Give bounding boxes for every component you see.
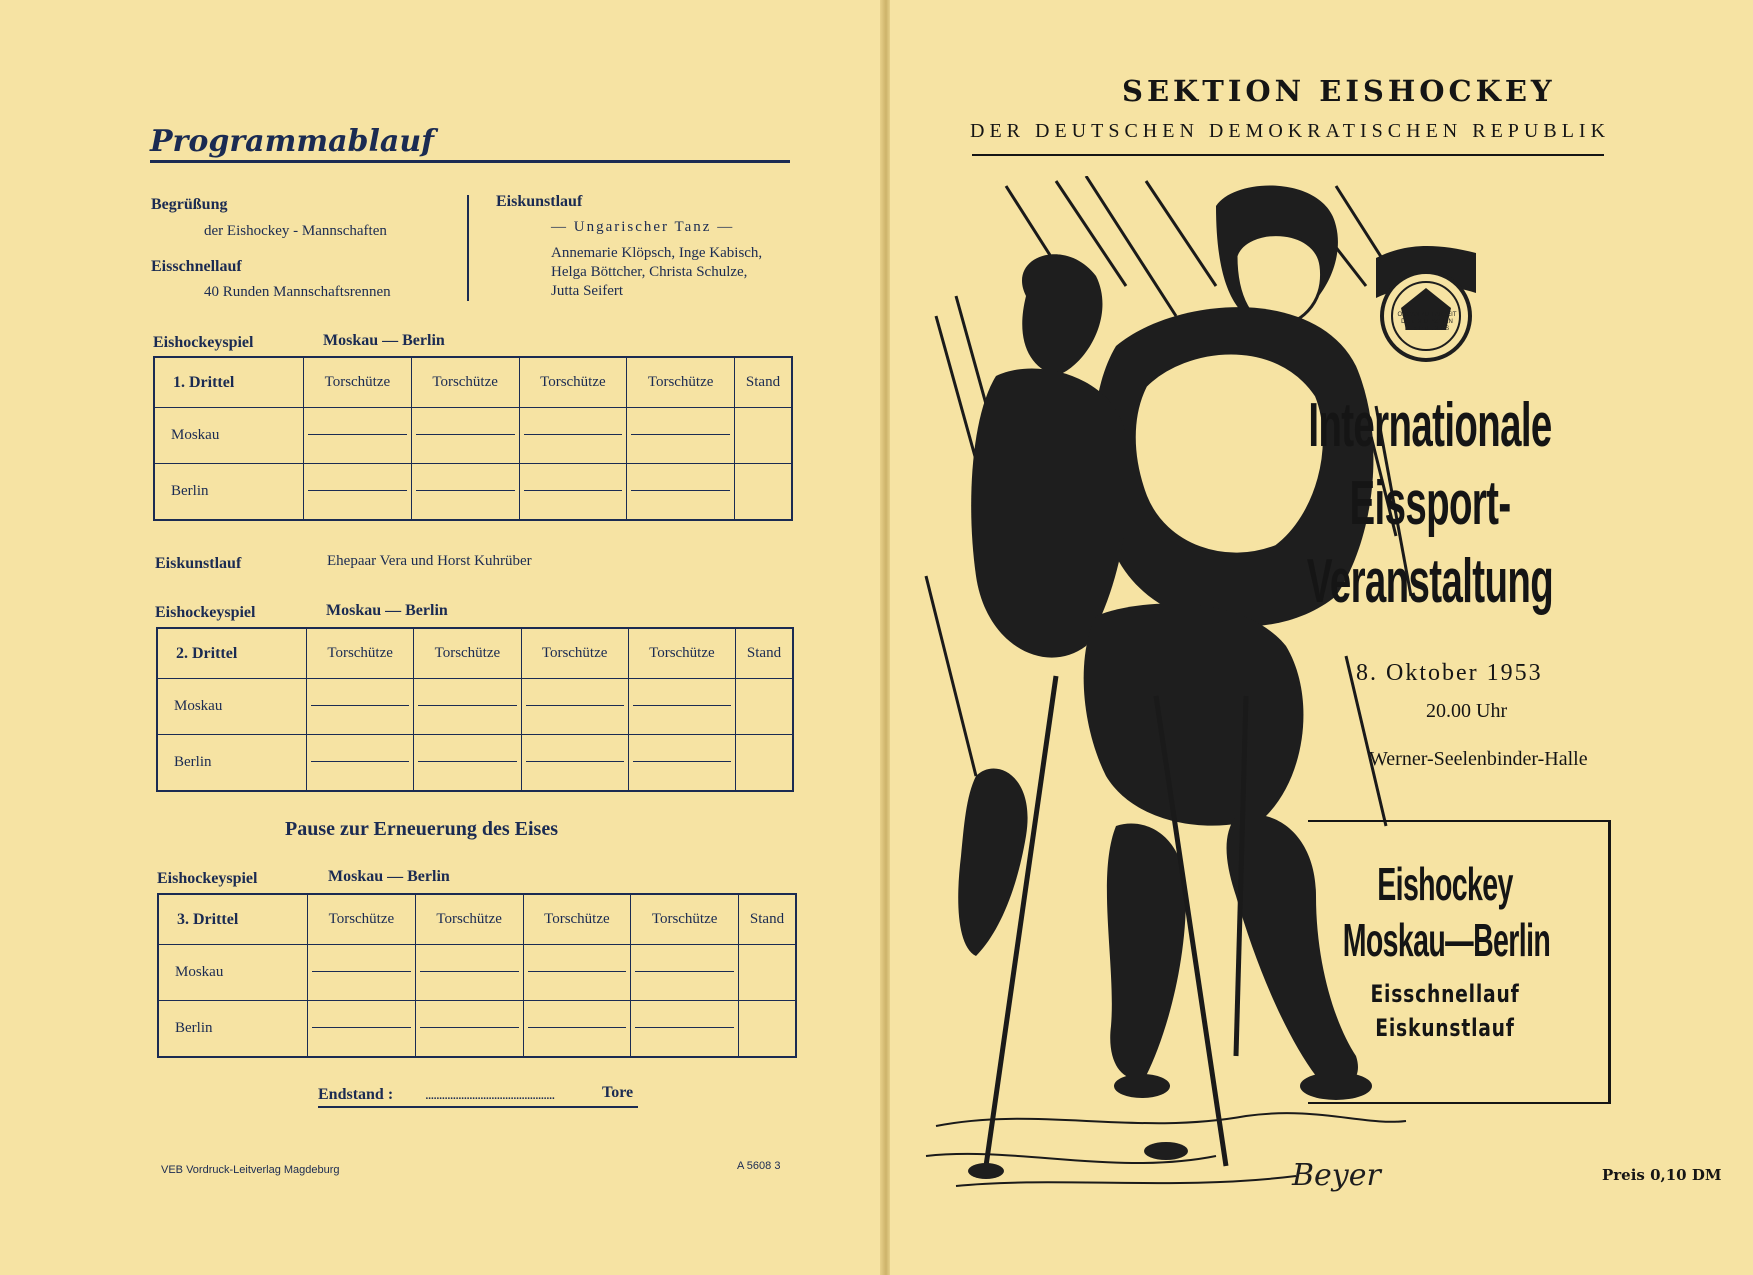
pair-title: Eiskunstlauf xyxy=(155,555,242,572)
scorer-cell xyxy=(519,464,627,521)
title-underline xyxy=(150,160,790,163)
stand-cell xyxy=(735,408,793,464)
seal-line: DES FRIEDENS xyxy=(1404,326,1450,332)
scorer-header: Torschütze xyxy=(519,357,627,408)
game-label-1: Eishockeyspiel xyxy=(153,334,254,351)
section-title: SEKTION EISHOCKEY xyxy=(1122,74,1556,108)
pause-label: Pause zur Erneuerung des Eises xyxy=(285,818,558,840)
greeting-text: der Eishockey - Mannschaften xyxy=(204,223,387,239)
pair-text: Ehepaar Vera und Horst Kuhrüber xyxy=(327,553,532,569)
team-name: Berlin xyxy=(157,735,307,792)
match-label-1: Moskau — Berlin xyxy=(323,332,445,349)
scorer-cell xyxy=(519,408,627,464)
headline-line-1: Internationale xyxy=(1308,391,1552,460)
scorer-header: Torschütze xyxy=(523,894,631,945)
dance-title: — Ungarischer Tanz — xyxy=(551,219,735,235)
scorer-cell xyxy=(414,679,521,735)
scorer-header: Torschütze xyxy=(307,628,414,679)
scorer-cell xyxy=(307,679,414,735)
scorer-cell xyxy=(308,1001,416,1058)
form-number: A 5608 3 xyxy=(737,1160,781,1172)
period-label: 2. Drittel xyxy=(157,628,307,679)
right-page xyxy=(890,0,1753,1275)
event-box-content xyxy=(1280,858,1610,1042)
scorer-header: Torschütze xyxy=(521,628,628,679)
scorer-header: Torschütze xyxy=(304,357,412,408)
stand-header: Stand xyxy=(739,894,797,945)
endstand-label: Endstand : xyxy=(318,1086,394,1103)
speed-title: Eisschnellauf xyxy=(151,258,242,275)
endstand-field: ............................................... xyxy=(425,1087,555,1103)
headline-line-3: Veranstaltung xyxy=(1306,547,1554,616)
scorer-header: Torschütze xyxy=(631,894,739,945)
event-time: 20.00 Uhr xyxy=(1426,700,1508,722)
scorer-cell xyxy=(628,735,735,792)
team-name: Berlin xyxy=(158,1001,308,1058)
price-label: Preis 0,10 DM xyxy=(1602,1166,1722,1184)
team-name: Moskau xyxy=(158,945,308,1001)
game-label-2: Eishockeyspiel xyxy=(155,604,256,621)
scorer-header: Torschütze xyxy=(627,357,735,408)
seal-text xyxy=(1394,312,1460,333)
team-name: Moskau xyxy=(157,679,307,735)
skaters-line-2: Helga Böttcher, Christa Schulze, xyxy=(551,264,748,280)
game-label-3: Eishockeyspiel xyxy=(157,870,258,887)
match-label-3: Moskau — Berlin xyxy=(328,868,450,885)
stand-cell xyxy=(735,464,793,521)
scorer-cell xyxy=(627,464,735,521)
seal-line: DER DEUTSCHEN xyxy=(1401,319,1453,325)
team-name: Berlin xyxy=(154,464,304,521)
scorer-cell xyxy=(628,679,735,735)
column-divider xyxy=(467,195,469,301)
score-table-period-3 xyxy=(157,893,797,1058)
scorer-cell xyxy=(304,464,412,521)
score-table-period-1 xyxy=(153,356,793,521)
skaters-line-3: Jutta Seifert xyxy=(551,283,624,299)
endstand-underline xyxy=(318,1106,638,1108)
stand-cell xyxy=(736,679,794,735)
event-venue: Werner-Seelenbinder-Halle xyxy=(1369,748,1588,770)
tore-label: Tore xyxy=(602,1084,634,1101)
scorer-cell xyxy=(415,1001,523,1058)
stand-cell xyxy=(739,945,797,1001)
greeting-title: Begrüßung xyxy=(151,196,228,213)
match-label-2: Moskau — Berlin xyxy=(326,602,448,619)
scorer-header: Torschütze xyxy=(415,894,523,945)
speed-text: 40 Runden Mannschaftsrennen xyxy=(204,284,391,300)
skaters-line-1: Annemarie Klöpsch, Inge Kabisch, xyxy=(551,245,763,261)
stand-header: Stand xyxy=(735,357,793,408)
scorer-cell xyxy=(307,735,414,792)
scorer-cell xyxy=(308,945,416,1001)
box-line-match: Moskau—Berlin xyxy=(1342,914,1551,966)
box-line-speed: Eisschnellauf xyxy=(1370,980,1520,1008)
figure-title: Eiskunstlauf xyxy=(496,193,583,210)
scorer-cell xyxy=(631,1001,739,1058)
scorer-cell xyxy=(415,945,523,1001)
scorer-cell xyxy=(631,945,739,1001)
scorer-cell xyxy=(523,945,631,1001)
scorer-cell xyxy=(411,408,519,464)
scorer-cell xyxy=(304,408,412,464)
program-title: Programmablauf xyxy=(150,124,435,159)
republic-title: DER DEUTSCHEN DEMOKRATISCHEN REPUBLIK xyxy=(970,120,1611,142)
header-rule xyxy=(972,154,1604,156)
scorer-cell xyxy=(523,1001,631,1058)
team-name: Moskau xyxy=(154,408,304,464)
scorer-cell xyxy=(521,735,628,792)
emblem-seal-icon xyxy=(1366,238,1486,368)
scorer-cell xyxy=(521,679,628,735)
box-line-figure: Eiskunstlauf xyxy=(1375,1014,1515,1042)
box-line-eishockey: Eishockey xyxy=(1377,858,1513,910)
printer-note: VEB Vordruck-Leitverlag Magdeburg xyxy=(161,1164,340,1176)
headline-block xyxy=(1230,392,1630,616)
scorer-header: Torschütze xyxy=(628,628,735,679)
artist-signature: Beyer xyxy=(1292,1158,1381,1193)
scorer-cell xyxy=(411,464,519,521)
period-label: 3. Drittel xyxy=(158,894,308,945)
period-label: 1. Drittel xyxy=(154,357,304,408)
stand-header: Stand xyxy=(736,628,794,679)
stand-cell xyxy=(739,1001,797,1058)
seal-line: ORGAN ZUR ARBEIT xyxy=(1397,312,1457,318)
scorer-header: Torschütze xyxy=(411,357,519,408)
stand-cell xyxy=(736,735,794,792)
event-date: 8. Oktober 1953 xyxy=(1356,660,1543,686)
scorer-header: Torschütze xyxy=(414,628,521,679)
score-table-period-2 xyxy=(156,627,794,792)
scorer-cell xyxy=(627,408,735,464)
headline-line-2: Eissport- xyxy=(1349,469,1511,538)
scorer-header: Torschütze xyxy=(308,894,416,945)
scorer-cell xyxy=(414,735,521,792)
